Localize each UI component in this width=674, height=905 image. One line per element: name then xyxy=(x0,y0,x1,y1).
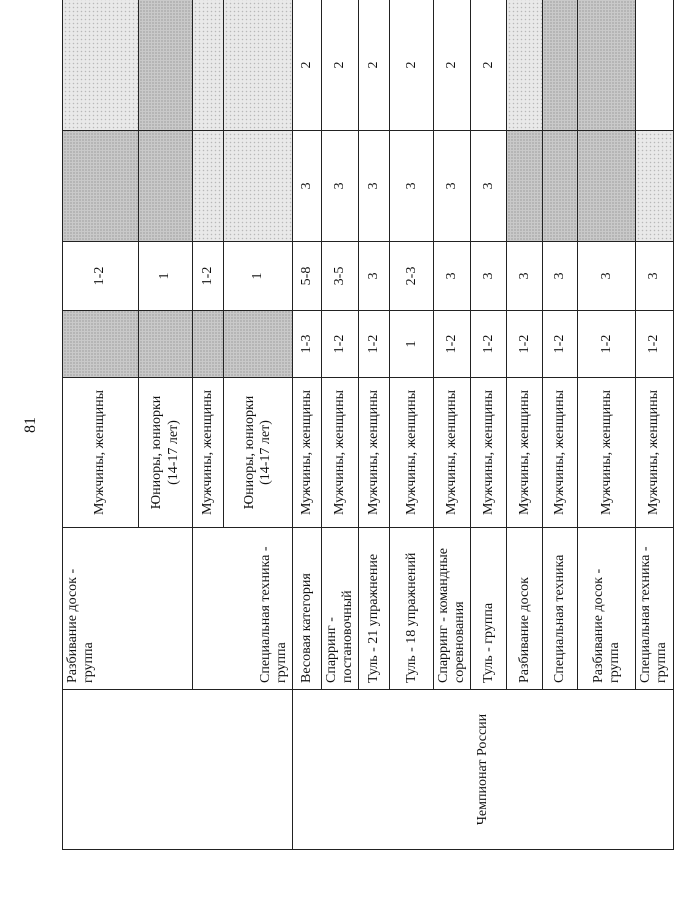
place-cell-1: 1-2 xyxy=(636,311,673,378)
place-cell-2: 3 xyxy=(507,242,543,311)
place-cell-4 xyxy=(224,0,293,131)
discipline-cell: Разбивание досок - группа xyxy=(63,528,193,690)
discipline-cell: Туль - группа xyxy=(471,528,507,690)
place-cell-3 xyxy=(193,131,224,242)
category-cell: Юниоры, юниорки (14-17 лет) xyxy=(139,378,193,528)
place-cell-4: 2 xyxy=(293,0,322,131)
table-row xyxy=(63,0,139,850)
place-cell-2: 3 xyxy=(543,242,578,311)
place-cell-2: 3 xyxy=(359,242,390,311)
place-cell-2: 1-2 xyxy=(63,242,139,311)
place-cell-2: 1-2 xyxy=(193,242,224,311)
category-cell: Мужчины, женщины xyxy=(471,378,507,528)
category-cell: Мужчины, женщины xyxy=(578,378,636,528)
category-cell: Мужчины, женщины xyxy=(390,378,434,528)
place-cell-1: 1-2 xyxy=(578,311,636,378)
place-cell-4: 2 xyxy=(434,0,471,131)
place-cell-1: 1-2 xyxy=(359,311,390,378)
category-cell: Мужчины, женщины xyxy=(193,378,224,528)
discipline-cell: Спарринг - командные соревнования xyxy=(434,528,471,690)
place-cell-4 xyxy=(139,0,193,131)
place-cell-3: 3 xyxy=(390,131,434,242)
place-cell-2: 3 xyxy=(578,242,636,311)
category-cell: Мужчины, женщины xyxy=(322,378,359,528)
place-cell-1 xyxy=(193,311,224,378)
place-cell-2: 2-3 xyxy=(390,242,434,311)
place-cell-1 xyxy=(139,311,193,378)
discipline-cell: Специальная техника xyxy=(543,528,578,690)
discipline-cell: Специальная техника - группа xyxy=(636,528,673,690)
place-cell-2: 1 xyxy=(224,242,293,311)
place-cell-1: 1-2 xyxy=(471,311,507,378)
page-number: 81 xyxy=(22,417,39,433)
place-cell-4 xyxy=(543,0,578,131)
place-cell-1: 1-2 xyxy=(507,311,543,378)
place-cell-4: 2 xyxy=(390,0,434,131)
place-cell-2: 3-5 xyxy=(322,242,359,311)
discipline-cell: Туль - 21 упражнение xyxy=(359,528,390,690)
category-cell: Мужчины, женщины xyxy=(543,378,578,528)
place-cell-4: 2 xyxy=(322,0,359,131)
place-cell-4 xyxy=(193,0,224,131)
category-cell: Мужчины, женщины xyxy=(507,378,543,528)
place-cell-4: 2 xyxy=(471,0,507,131)
category-cell: Мужчины, женщины xyxy=(434,378,471,528)
rotated-page xyxy=(22,0,670,850)
place-cell-3 xyxy=(139,131,193,242)
place-cell-3 xyxy=(224,131,293,242)
place-cell-4: 2 xyxy=(359,0,390,131)
place-cell-3 xyxy=(543,131,578,242)
place-cell-4 xyxy=(636,0,673,131)
place-cell-2: 3 xyxy=(471,242,507,311)
place-cell-1: 1-2 xyxy=(434,311,471,378)
discipline-cell: Разбивание досок - группа xyxy=(578,528,636,690)
place-cell-2: 3 xyxy=(636,242,673,311)
place-cell-4 xyxy=(507,0,543,131)
discipline-cell: Туль - 18 упражнений xyxy=(390,528,434,690)
discipline-cell: Специальная техника - группа xyxy=(193,528,293,690)
discipline-cell: Весовая категория xyxy=(293,528,322,690)
discipline-cell: Спарринг - постановочный xyxy=(322,528,359,690)
place-cell-1: 1-2 xyxy=(322,311,359,378)
place-cell-1 xyxy=(224,311,293,378)
place-cell-4 xyxy=(578,0,636,131)
place-cell-2: 1 xyxy=(139,242,193,311)
place-cell-3 xyxy=(578,131,636,242)
category-cell: Мужчины, женщины xyxy=(63,378,139,528)
place-cell-3: 3 xyxy=(471,131,507,242)
place-cell-3 xyxy=(636,131,673,242)
place-cell-3 xyxy=(507,131,543,242)
place-cell-4 xyxy=(63,0,139,131)
place-cell-2: 5-8 xyxy=(293,242,322,311)
event-name: Чемпионат России xyxy=(293,690,674,850)
category-cell: Юниоры, юниорки (14-17 лет) xyxy=(224,378,293,528)
place-cell-3: 3 xyxy=(359,131,390,242)
place-cell-1: 1 xyxy=(390,311,434,378)
table-row xyxy=(293,0,322,850)
competition-table xyxy=(62,0,674,850)
place-cell-3: 3 xyxy=(434,131,471,242)
category-cell: Мужчины, женщины xyxy=(293,378,322,528)
place-cell-1 xyxy=(63,311,139,378)
place-cell-3 xyxy=(63,131,139,242)
place-cell-3: 3 xyxy=(322,131,359,242)
place-cell-2: 3 xyxy=(434,242,471,311)
place-cell-3: 3 xyxy=(293,131,322,242)
category-cell: Мужчины, женщины xyxy=(359,378,390,528)
category-cell: Мужчины, женщины xyxy=(636,378,673,528)
place-cell-1: 1-2 xyxy=(543,311,578,378)
place-cell-1: 1-3 xyxy=(293,311,322,378)
discipline-cell: Разбивание досок xyxy=(507,528,543,690)
event-cell-blank xyxy=(63,690,293,850)
